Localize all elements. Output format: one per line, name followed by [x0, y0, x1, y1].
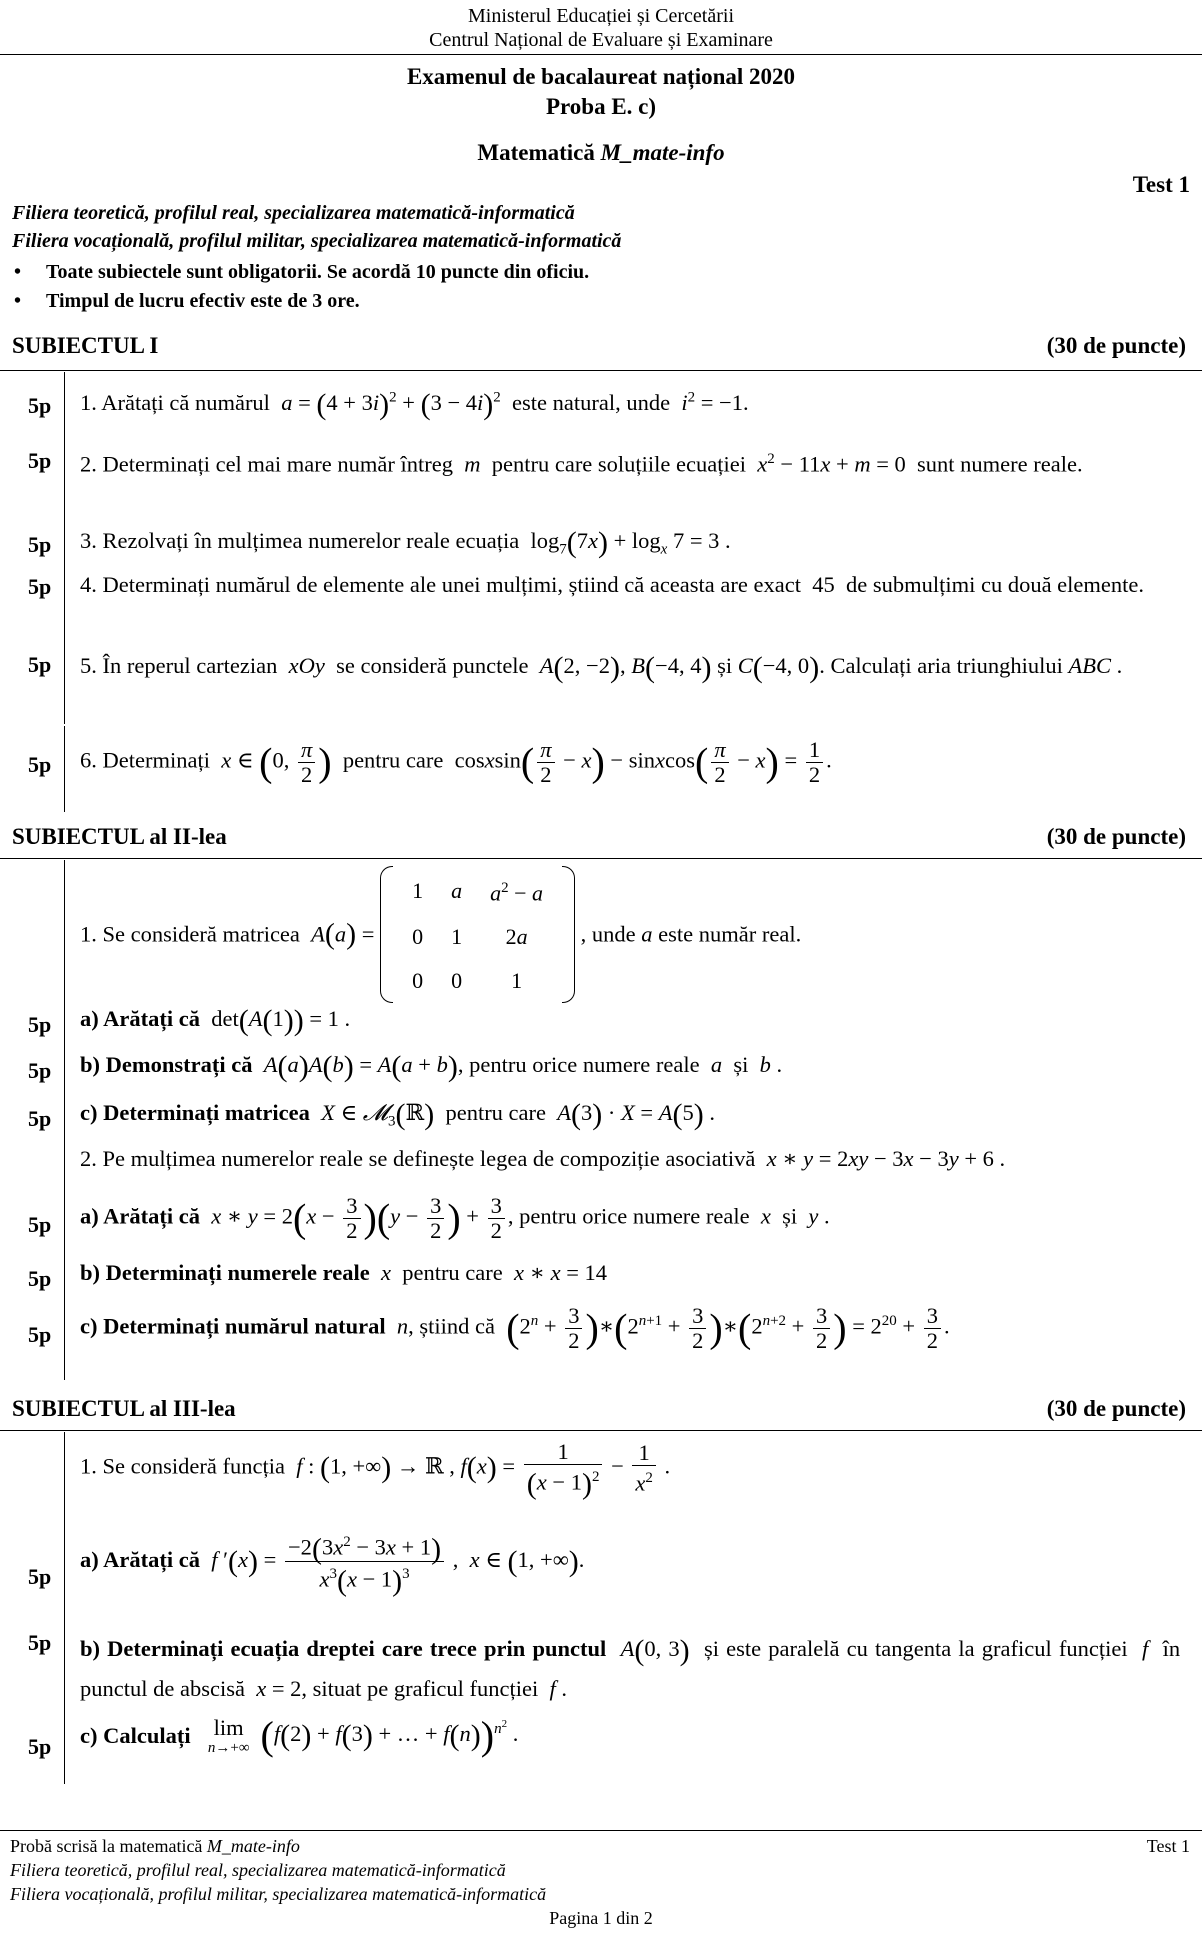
page-number: Pagina 1 din 2 [549, 1908, 653, 1928]
section-rule [0, 370, 1202, 371]
score-column-divider [64, 726, 65, 812]
q4-tail: de submulțimi cu două elemente. [845, 572, 1145, 597]
section-points-2: (30 de puncte) [1046, 824, 1186, 849]
score-column-divider [64, 1432, 65, 1784]
score-label: 5p [28, 1012, 52, 1037]
score-label: 5p [28, 752, 52, 777]
score-label: 5p [28, 1058, 52, 1083]
score-label: 5p [28, 393, 52, 418]
rule-item: • Timpul de lucru efectiv este de 3 ore. [8, 287, 589, 316]
score-column-divider [64, 860, 65, 1380]
s3-b-line2b: în punctul de abscisă [80, 1636, 1181, 1701]
section-rule [0, 858, 1202, 859]
s1-q5: 5. În reperul cartezian xOy se consideră punctele A(2, −2), B(−4, 4) și C(−4, 0). Calculați aria triunghiului ABC . [80, 650, 1123, 684]
s3-b-mid: și este paralelă cu tangenta la graficul [703, 1636, 1052, 1661]
section-rule [0, 1430, 1202, 1431]
footer-line-2: Filiera teoretică, profilul real, specializarea matematică-informatică [10, 1860, 506, 1880]
q4-number: 45 [812, 572, 835, 597]
s1-q2: 2. Determinați cel mai mare număr întreg m pentru care soluțiile ecuației $x^2 - 11x + m = 0$ sunt numere reale. [80, 451, 1083, 477]
s2-c2-text: c) Determinați numărul natural [80, 1313, 386, 1339]
s2-c-mid: pentru care [445, 1100, 547, 1126]
q3-text: 3. Rezolvați în mulțimea numerelor reale ecuația [80, 528, 520, 554]
rules-list [8, 258, 589, 316]
q6-mid: pentru care [342, 747, 444, 773]
section-title-1: SUBIECTUL I [12, 333, 159, 358]
s2-q2b: b) Determinați numerele reale x pentru care x ∗ x = 14 [80, 1260, 608, 1285]
score-label: 5p [28, 1734, 52, 1759]
footer-profile: M_mate-info [206, 1836, 300, 1856]
s2-a2-text: a) Arătați că [80, 1203, 200, 1229]
ministry-name: Ministerul Educației și Cercetării [467, 5, 735, 27]
s3-b-line2a: funcției [1058, 1636, 1128, 1661]
subject-title [0, 140, 1202, 166]
s3-a-text: a) Arătați că [80, 1547, 200, 1572]
score-label: 5p [28, 532, 52, 557]
section-points-3: (30 de puncte) [1046, 1396, 1186, 1421]
s3-q1b: b) Determinați ecuația dreptei care trece prin punctul A(0, 3) și este paralelă cu tangenta la graficul funcției f în punctul de abscisă x = 2, situat pe graficul funcției f . [80, 1633, 1181, 1701]
footer-text: Probă scrisă la matematică [10, 1836, 207, 1856]
test-label: Test 1 [1132, 172, 1190, 197]
s2-b-text: b) Demonstrați că [80, 1052, 253, 1078]
score-column-divider [64, 372, 65, 724]
s1-q6: 6. Determinați x ∈ (0, $\frac{\pi}{2}$ ) pentru care cosxsin( $\frac{\pi}{2}$ − x) − sinxcos( $\frac{\pi}{2}$ − x) = $\frac{1}{2}$ . [80, 737, 832, 787]
s2-b2-mid: pentru care [402, 1260, 503, 1285]
s2-c2-mid: , știind că [408, 1313, 495, 1339]
q1-text: 1. Arătați că numărul [80, 390, 270, 416]
s3-q1a: a) Arătați că f ′(x) = $\frac{-2(3x^2 - 3x + 1)}{x^3(x - 1)^3}$ , x ∈ (1, +∞). [80, 1530, 584, 1594]
filiera-line-2: Filiera vocațională, profilul militar, specializarea matematică-informatică [12, 230, 622, 252]
q2-tail: sunt numere reale. [917, 451, 1083, 477]
exam-title: Examenul de bacalaureat național 2020 [406, 64, 796, 89]
header-rule [0, 54, 1202, 55]
s2-a-text: a) Arătați că [80, 1006, 200, 1032]
q2-text: 2. Determinați cel mai mare număr întreg [80, 451, 453, 477]
s2-q1c: c) Determinați matricea X ∈ 𝓜$_3$(ℝ) pentru care A(3) · X = A(5) . [80, 1098, 715, 1131]
s2-q1-text: 1. Se consideră matricea [80, 921, 300, 947]
rule-item: • Toate subiectele sunt obligatorii. Se acordă 10 puncte din oficiu. [8, 258, 589, 287]
footer-line-3: Filiera vocațională, profilul militar, specializarea matematică-informatică [10, 1884, 547, 1904]
s2-q1b: b) Demonstrați că A(a)A(b) = A(a + b), pentru orice numere reale a și b . [80, 1050, 783, 1083]
center-name: Centrul Național de Evaluare și Examinare [429, 29, 773, 51]
s2-q1-tail: , unde [580, 921, 636, 947]
proba-title: Proba E. c) [545, 94, 657, 119]
s1-q4 [80, 566, 1180, 604]
s3-b-line2c: , situat pe graficul funcției [301, 1675, 539, 1701]
section-points-1: (30 de puncte) [1046, 333, 1186, 358]
s2-q1: 1. Se consideră matricea A(a) = 1 a $a^2 - a$ 0 1 2a 0 0 1 , unde a este număr real. [80, 866, 801, 1003]
s3-b-text: b) Determinați ecuația dreptei care trece prin punctul [80, 1636, 607, 1661]
section-title-3: SUBIECTUL al III-lea [12, 1396, 236, 1421]
q4-text: 4. Determinați numărul de elemente ale unei mulțimi, știind că aceasta are exact [80, 572, 801, 597]
score-label: 5p [28, 1630, 52, 1655]
footer-line-1 [10, 1836, 300, 1857]
q6-text: 6. Determinați [80, 747, 210, 773]
filiera-line-1: Filiera teoretică, profilul real, specializarea matematică-informatică [12, 202, 575, 224]
q5-mid: se consideră punctele [336, 653, 529, 678]
q5-tail: . Calculați aria [819, 653, 952, 678]
score-label: 5p [28, 574, 52, 599]
q1-tail: este natural, unde [512, 390, 671, 416]
footer-rule [0, 1830, 1202, 1831]
score-label: 5p [28, 652, 52, 677]
s2-q2: 2. Pe mulțimea numerelor reale se definește legea de compoziție asociativă x ∗ y = 2xy − 3x − 3y + 6 . [80, 1146, 1006, 1171]
q2-mid: pentru care soluțiile ecuației [491, 451, 746, 477]
s2-q1-tail2: este număr real. [658, 921, 802, 947]
s2-q1a: a) Arătați că det(A(1)) = 1 . [80, 1004, 351, 1037]
q5-and: și [717, 653, 733, 678]
score-label: 5p [28, 1106, 52, 1131]
s3-q1-text: 1. Se consideră funcția [80, 1453, 285, 1479]
s3-q1: 1. Se consideră funcția f : (1, +∞) → ℝ , f(x) = $\frac{1}{(x - 1)^2}$ − $\frac{1}{x^2}$ . [80, 1439, 671, 1501]
section-title-2: SUBIECTUL al II-lea [12, 824, 227, 849]
s2-q2-text: 2. Pe mulțimea numerelor reale se definește legea de compoziție asociativă [80, 1146, 756, 1171]
s1-q1: 1. Arătați că numărul $a = (4 + 3i)^2 + (3 - 4i)^2$ este natural, unde $i^2 = -1$. [80, 388, 749, 421]
s2-b2-text: b) Determinați numerele reale [80, 1260, 370, 1285]
s2-a2-tail: , pentru orice numere reale [507, 1203, 750, 1229]
footer-test: Test 1 [1146, 1836, 1190, 1856]
subject-profile: M_mate-info [600, 140, 725, 165]
score-label: 5p [28, 1266, 52, 1291]
q5-line2: triunghiului [956, 653, 1063, 678]
s3-q1c: c) Calculați lim n→+∞ (f(2) + f(3) + … + f(n))$^{n^2}$ . [80, 1713, 519, 1758]
score-label: 5p [28, 1322, 52, 1347]
s2-c-text: c) Determinați matricea [80, 1100, 310, 1126]
score-label: 5p [28, 1564, 52, 1589]
score-label: 5p [28, 448, 52, 473]
s3-c-text: c) Calculați [80, 1723, 191, 1748]
s2-q2c: c) Determinați numărul natural n, știind că ($2^n$ + $\frac{3}{2}$ )$∗(2^{n+1}$ + $\frac{3}{2}$ )$∗(2^{n+2}$ + $\frac{3}{2}$ ) = $2^{20}$ + $\frac{3}{2}$ . [80, 1303, 950, 1353]
matrix-A: 1 a $a^2 - a$ 0 1 2a 0 0 1 [380, 866, 575, 1003]
s2-q2a: a) Arătați că x ∗ y = 2(x − $\frac{3}{2}$ )(y − $\frac{3}{2}$ ) + $\frac{3}{2}$ , pentru orice numere reale x și y . [80, 1193, 830, 1243]
s2-b-tail: , pentru orice numere reale [457, 1052, 700, 1078]
s1-q3: 3. Rezolvați în mulțimea numerelor reale ecuația $\log_7(7x) + \log_x 7 = 3$ . [80, 526, 731, 559]
score-label: 5p [28, 1212, 52, 1237]
q5-text: 5. În reperul cartezian [80, 653, 278, 678]
subject-label: Matematică [477, 140, 601, 165]
